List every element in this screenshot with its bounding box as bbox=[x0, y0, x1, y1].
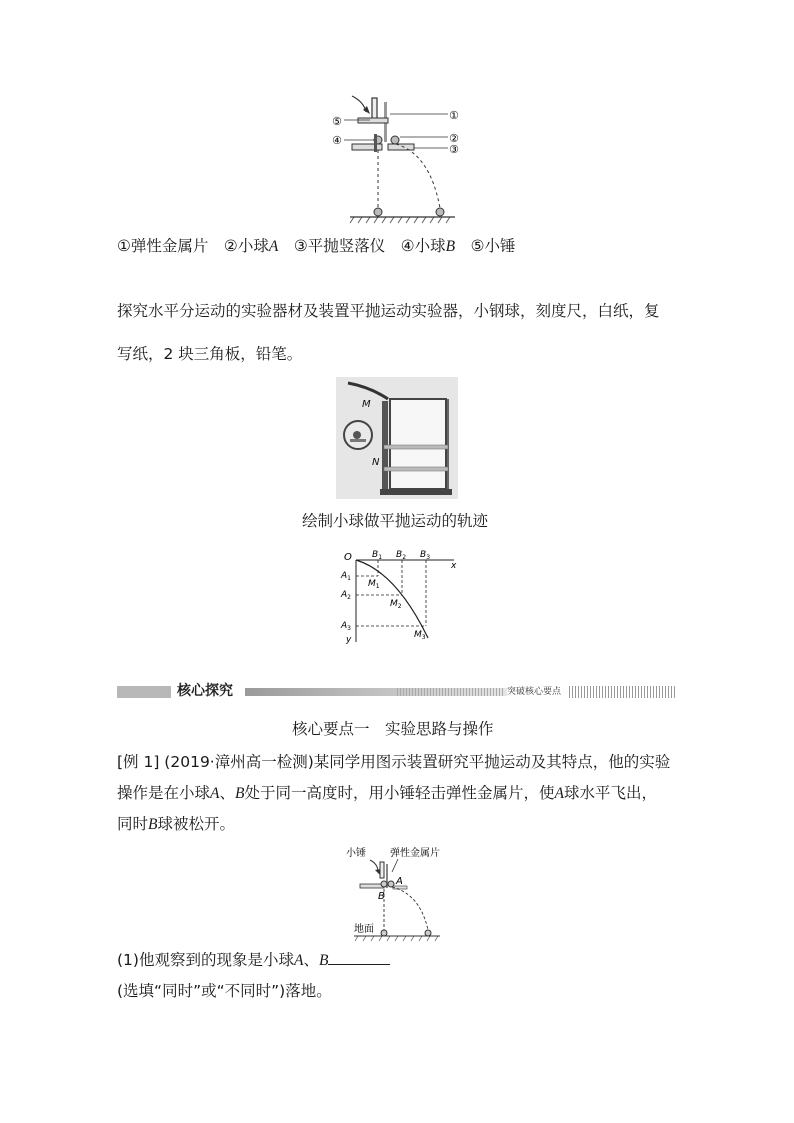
answer-blank[interactable] bbox=[328, 948, 390, 965]
label-m1: $M_1$ bbox=[368, 579, 380, 590]
section-title: 核心探究 bbox=[177, 683, 233, 699]
label-b1: $B_1$ bbox=[372, 550, 383, 561]
origin-label: O bbox=[344, 552, 352, 563]
example-line-3: 同时B球被松开。 bbox=[117, 815, 235, 833]
example-line-1: [例 1] (2019·漳州高一检测)某同学用图示装置研究平抛运动及其特点，他的实验 bbox=[117, 753, 671, 771]
y-axis-label: y bbox=[346, 635, 352, 645]
figure-2-caption: 绘制小球做平抛运动的轨迹 bbox=[302, 512, 489, 530]
label-b2: $B_2$ bbox=[396, 550, 407, 561]
x-axis-label: x bbox=[451, 561, 457, 571]
ball-a-label: A bbox=[396, 876, 403, 887]
plate-label: 弹性金属片 bbox=[390, 848, 440, 859]
label-m: M bbox=[362, 399, 371, 410]
label-3: ③ bbox=[449, 143, 459, 156]
banner-right-stripes bbox=[569, 686, 677, 698]
apparatus-figure-1 bbox=[330, 92, 500, 227]
section-right-label: 突破核心要点 bbox=[507, 687, 562, 697]
trajectory-figure bbox=[336, 546, 466, 646]
ball-b-label: B bbox=[378, 891, 385, 902]
label-m3: $M_3$ bbox=[414, 630, 426, 641]
banner-stripes bbox=[397, 688, 505, 696]
label-n: N bbox=[372, 457, 380, 468]
label-a1: $A_1$ bbox=[341, 571, 351, 582]
question-1-line-1: (1)他观察到的现象是小球A、B bbox=[117, 948, 390, 972]
banner-left-block bbox=[117, 686, 171, 698]
example-line-2: 操作是在小球A、B处于同一高度时，用小锤轻击弹性金属片，使A球水平飞出， bbox=[117, 784, 657, 802]
section-banner bbox=[117, 684, 677, 700]
label-a3: $A_3$ bbox=[341, 621, 351, 632]
label-b3: $B_3$ bbox=[420, 550, 431, 561]
ground-label: 地面 bbox=[354, 924, 374, 935]
question-1-line-2: (选填“同时”或“不同时”)落地。 bbox=[117, 982, 332, 1000]
subheading: 核心要点一 实验思路与操作 bbox=[292, 720, 494, 738]
label-1: ① bbox=[449, 109, 459, 122]
apparatus-photo bbox=[336, 377, 458, 499]
figure-1-caption: ①弹性金属片 ②小球A ③平抛竖落仪 ④小球B ⑤小锤 bbox=[117, 237, 516, 255]
label-m2: $M_2$ bbox=[390, 599, 402, 610]
example-apparatus-figure bbox=[340, 842, 460, 942]
hammer-label: 小锤 bbox=[346, 848, 366, 859]
equipment-line-1: 探究水平分运动的实验器材及装置平抛运动实验器，小钢球，刻度尺，白纸，复 bbox=[117, 302, 660, 320]
label-2: ② bbox=[449, 132, 459, 145]
label-4: ④ bbox=[332, 134, 342, 147]
label-a2: $A_2$ bbox=[341, 590, 351, 601]
label-5: ⑤ bbox=[332, 115, 342, 128]
equipment-line-2: 写纸，2 块三角板，铅笔。 bbox=[117, 345, 303, 363]
